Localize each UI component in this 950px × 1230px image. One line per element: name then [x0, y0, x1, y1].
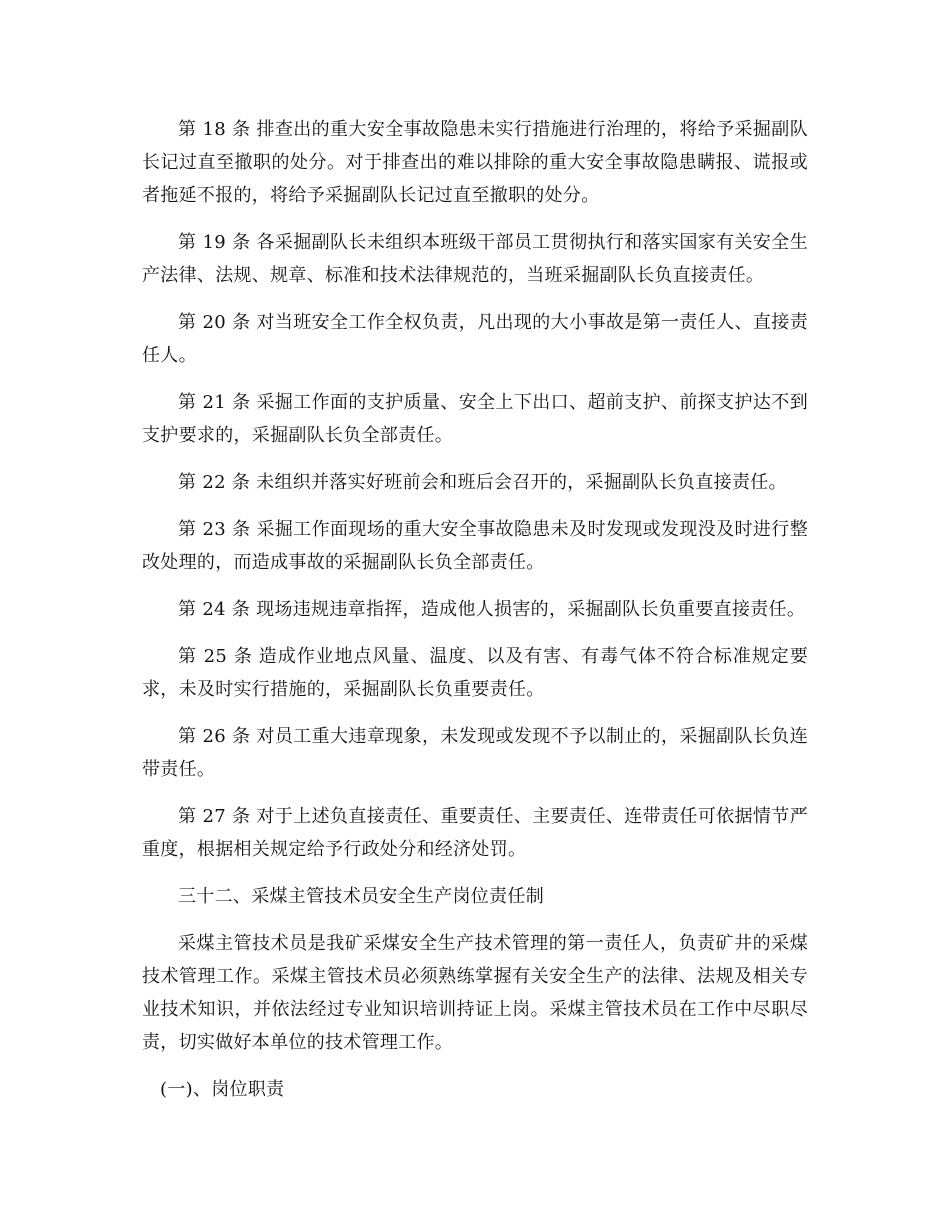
article-text: 对于上述负直接责任、重要责任、主要责任、连带责任可依据情节严重度，根据相关规定给予行政处分和经济处罚。 [142, 806, 808, 860]
subsection-heading: (一)、岗位职责 [160, 1079, 285, 1100]
article-number: 第 26 条 [178, 726, 251, 747]
article-number: 第 27 条 [178, 806, 251, 827]
article-19 [142, 226, 808, 292]
article-number: 第 18 条 [178, 119, 251, 140]
article-21 [142, 386, 808, 452]
article-18 [142, 113, 808, 212]
article-23 [142, 513, 808, 579]
article-text: 采掘工作面现场的重大安全事故隐患未及时发现或发现没及时进行整改处理的，而造成事故的采掘副队长负全部责任。 [142, 519, 808, 573]
article-22 [142, 466, 808, 499]
article-text: 对员工重大违章现象，未发现或发现不予以制止的，采掘副队长负连带责任。 [142, 726, 808, 780]
article-text: 未组织并落实好班前会和班后会召开的，采掘副队长负直接责任。 [256, 472, 787, 493]
article-text: 对当班安全工作全权负责，凡出现的大小事故是第一责任人、直接责任人。 [142, 312, 808, 366]
article-number: 第 20 条 [178, 312, 251, 333]
section-heading: 三十二、采煤主管技术员安全生产岗位责任制 [178, 886, 544, 907]
article-text: 采掘工作面的支护质量、安全上下出口、超前支护、前探支护达不到支护要求的，采掘副队长负全部责任。 [142, 392, 808, 446]
article-27 [142, 800, 808, 866]
article-number: 第 22 条 [178, 472, 251, 493]
article-number: 第 24 条 [178, 599, 251, 620]
section-body: 采煤主管技术员是我矿采煤安全生产技术管理的第一责任人，负责矿井的采煤技术管理工作。采煤主管技术员必须熟练掌握有关安全生产的法律、法规及相关专业技术知识，并依法经过专业知识培训持证上岗。采煤主管技术员在工作中尽职尽责，切实做好本单位的技术管理工作。 [142, 933, 808, 1053]
article-number: 第 21 条 [178, 392, 251, 413]
article-20 [142, 306, 808, 372]
article-number: 第 25 条 [178, 646, 253, 667]
article-text: 造成作业地点风量、温度、以及有害、有毒气体不符合标准规定要求，未及时实行措施的，采掘副队长负重要责任。 [142, 646, 808, 700]
article-text: 各采掘副队长未组织本班级干部员工贯彻执行和落实国家有关安全生产法律、法规、规章、标准和技术法律规范的，当班采掘副队长负直接责任。 [142, 232, 808, 286]
article-text: 现场违规违章指挥，造成他人损害的，采掘副队长负重要直接责任。 [256, 599, 806, 620]
article-24 [142, 593, 808, 626]
document-body [142, 113, 808, 1106]
article-number: 第 23 条 [178, 519, 251, 540]
article-25 [142, 640, 808, 706]
article-text: 排查出的重大安全事故隐患未实行措施进行治理的，将给予采掘副队长记过直至撤职的处分。对于排查出的难以排除的重大安全事故隐患瞒报、谎报或者拖延不报的，将给予采掘副队长记过直至撤职的处分。 [142, 119, 808, 206]
article-26 [142, 720, 808, 786]
article-number: 第 19 条 [178, 232, 251, 253]
